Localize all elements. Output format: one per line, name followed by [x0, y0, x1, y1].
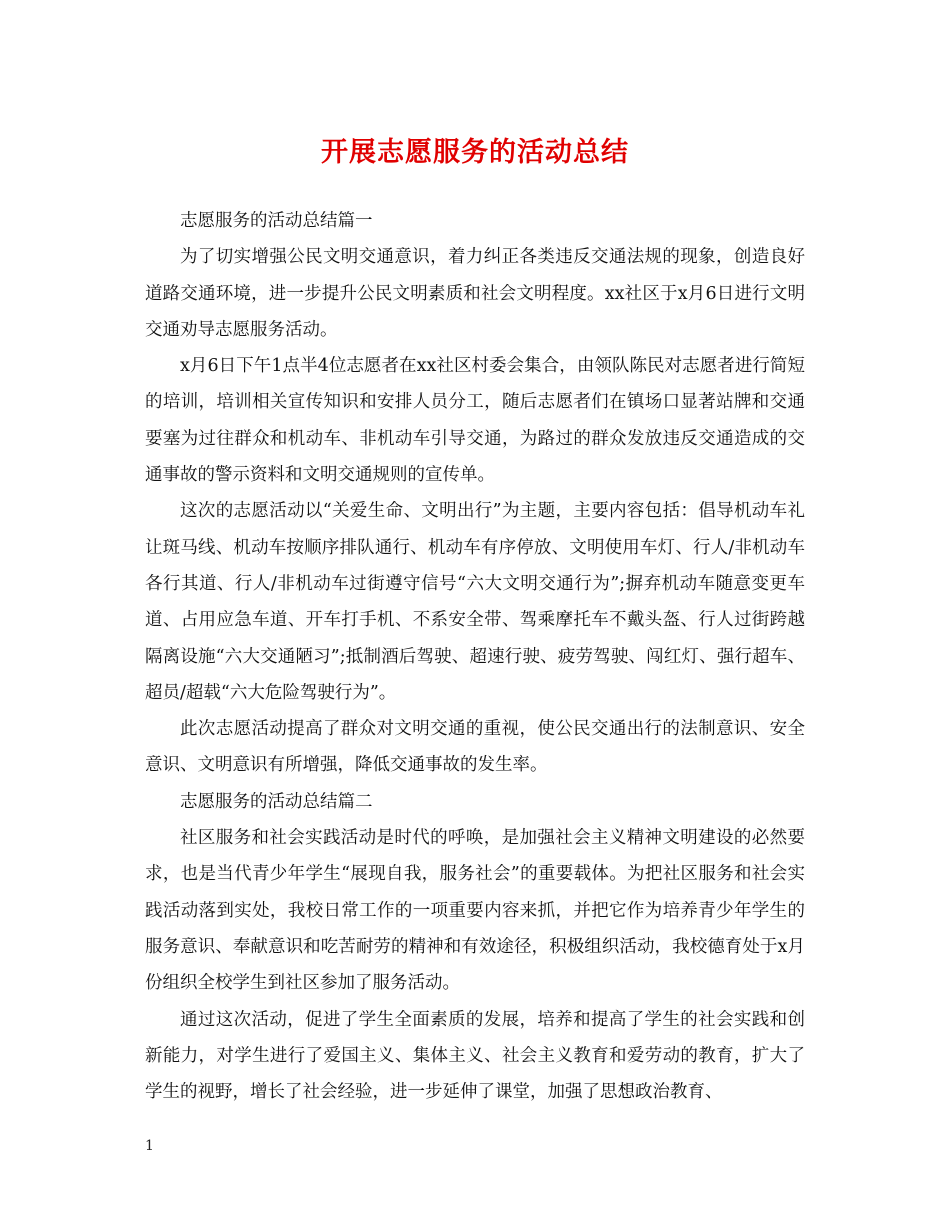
paragraph: 社区服务和社会实践活动是时代的呼唤，是加强社会主义精神文明建设的必然要求，也是当代青少年学生“展现自我，服务社会”的重要载体。为把社区服务和社会实践活动落到实处，我校日常工作的一项重要内容来抓，并把它作为培养青少年学生的服务意识、奉献意识和吃苦耐劳的精神和有效途径，积极组织活动，我校德育处于x月份组织全校学生到社区参加了服务活动。	[145, 828, 805, 994]
paragraph: 为了切实增强公民文明交通意识，着力纠正各类违反交通法规的现象，创造良好道路交通环境，进一步提升公民文明素质和社会文明程度。xx社区于x月6日进行文明交通劝导志愿服务活动。	[145, 247, 805, 340]
document-body	[145, 203, 805, 1110]
paragraph: 通过这次活动，促进了学生全面素质的发展，培养和提高了学生的社会实践和创新能力，对学生进行了爱国主义、集体主义、社会主义教育和爱劳动的教育，扩大了学生的视野，增长了社会经验，进一步延伸了课堂，加强了思想政治教育、	[145, 1009, 805, 1103]
section-heading-1: 志愿服务的活动总结篇一	[180, 211, 373, 231]
paragraph: 这次的志愿活动以“关爱生命、文明出行”为主题，主要内容包括：倡导机动车礼让斑马线、机动车按顺序排队通行、机动车有序停放、文明使用车灯、行人/非机动车各行其道、行人/非机动车过街遵守信号“六大文明交通行为”;摒弃机动车随意变更车道、占用应急车道、开车打手机、不系安全带、驾乘摩托车不戴头盔、行人过街跨越隔离设施“六大交通陋习”;抵制酒后驾驶、超速行驶、疲劳驾驶、闯红灯、强行超车、超员/超载“六大危险驾驶行为”。	[145, 501, 805, 703]
document-title: 开展志愿服务的活动总结	[321, 137, 629, 168]
paragraph: 此次志愿活动提高了群众对文明交通的重视，使公民交通出行的法制意识、安全意识、文明意识有所增强，降低交通事故的发生率。	[145, 719, 805, 776]
section-heading-2: 志愿服务的活动总结篇二	[180, 791, 373, 812]
paragraph: x月6日下午1点半4位志愿者在xx社区村委会集合，由领队陈民对志愿者进行简短的培训，培训相关宣传知识和安排人员分工，随后志愿者们在镇场口显著站牌和交通要塞为过往群众和机动车、非机动车引导交通，为路过的群众发放违反交通造成的交通事故的警示资料和文明交通规则的宣传单。	[145, 356, 805, 486]
page-number: 1	[145, 1138, 154, 1154]
